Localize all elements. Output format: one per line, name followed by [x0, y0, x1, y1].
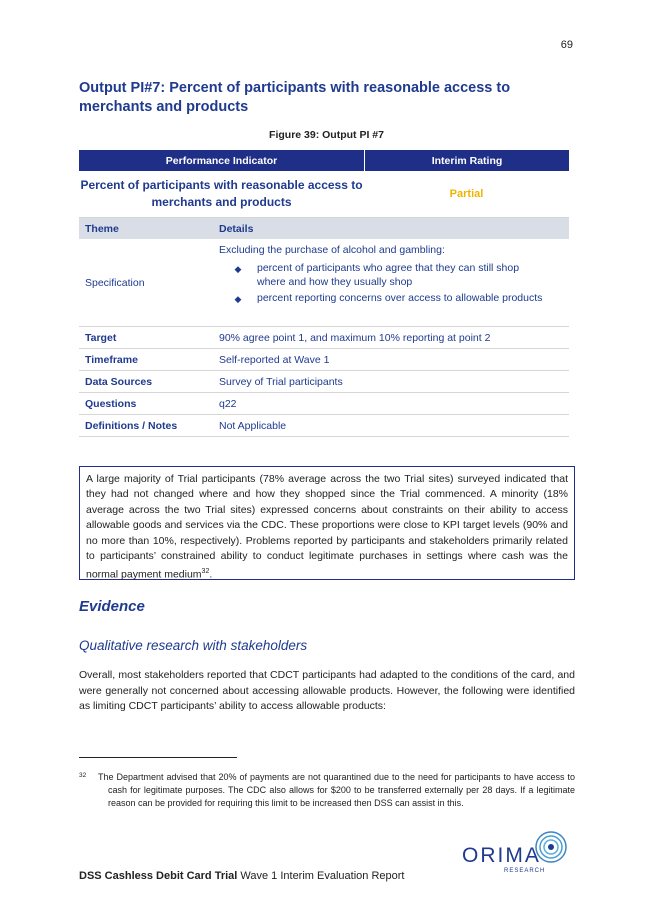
body-paragraph: Overall, most stakeholders reported that CDCT participants had adapted to the conditions of the card, and were generally not concerned about accessing allowable products. However, the following were identified as limiting CDCT participants’ ability to access allowable products:	[79, 669, 575, 712]
row-label: Timeframe	[85, 353, 138, 366]
performance-indicator-table	[79, 150, 569, 437]
page-footer	[79, 870, 404, 882]
summary-end: .	[209, 568, 213, 581]
footnote-number: 32	[79, 772, 87, 779]
footnote	[79, 771, 575, 811]
bullet-text: percent of participants who agree that they can still shop where and how they usually shop	[257, 262, 520, 288]
specification-row	[79, 239, 569, 327]
bullet-text: percent reporting concerns over access to allowable products	[257, 292, 543, 304]
timeframe-row	[79, 349, 569, 371]
footer-title-rest: Wave 1 Interim Evaluation Report	[237, 870, 405, 882]
row-label: Data Sources	[85, 375, 153, 388]
questions-row	[79, 393, 569, 415]
logo-circles-icon	[534, 830, 568, 864]
footer-title-bold: DSS Cashless Debit Card Trial	[79, 870, 238, 882]
data-sources-row	[79, 371, 569, 393]
figure-caption: Figure 39: Output PI #7	[269, 129, 384, 141]
specification-intro: Excluding the purchase of alcohol and gambling:	[219, 244, 445, 256]
details-header: Details	[219, 222, 254, 235]
pi-indicator-text: Percent of participants with reasonable access to merchants and products	[80, 178, 363, 209]
summary-text: A large majority of Trial participants (78% average across the two Trial sites) surveyed indicated that they had not changed where and how they shopped since the Trial commenced. A minority (18% average across the two Trial sites) expressed concerns about constraints on their ability to access allowable goods and services via the CDC. These proportions were close to KPI target levels (90% and no more than 10%, respectively). Problems reported by participants and stakeholders primarily related to participants’ constrained ability to conduct legitimate purchases in settings where cash was the normal payment medium	[86, 473, 568, 581]
footnote-divider	[79, 757, 237, 758]
logo-wordmark: ORIMA	[462, 844, 541, 867]
evidence-heading: Evidence	[79, 598, 145, 615]
list-item	[219, 291, 569, 306]
page-number: 69	[560, 39, 573, 51]
row-value: Not Applicable	[219, 419, 287, 432]
definitions-row	[79, 415, 569, 437]
footnote-text: The Department advised that 20% of payments are not quarantined due to the need for participants to have access to cash for legitimate purposes. The CDC also allows for $200 to be transferred externally per 28 days. If a legitimate reason can be provided for requiring this limit to be increased then DSS can assist in this.	[98, 772, 575, 809]
row-label: Target	[85, 331, 117, 344]
diamond-bullet-icon: ◆	[234, 264, 242, 274]
footnote-ref[interactable]: 32	[201, 568, 210, 576]
pi-header-indicator: Performance Indicator	[79, 150, 365, 171]
row-value: 90% agree point 1, and maximum 10% reporting at point 2	[219, 331, 491, 344]
theme-header: Theme	[85, 222, 119, 235]
pi-row	[79, 171, 569, 218]
interim-rating-value: Partial	[449, 188, 484, 200]
row-value: Survey of Trial participants	[219, 375, 343, 388]
row-label: Questions	[85, 397, 137, 410]
orima-logo	[462, 830, 572, 880]
section-heading: Output PI#7: Percent of participants with reasonable access to merchants and products	[79, 80, 511, 115]
specification-details	[219, 239, 569, 326]
pi-table-header	[79, 150, 569, 171]
row-value: q22	[219, 397, 237, 410]
diamond-bullet-icon: ◆	[234, 294, 242, 304]
logo-subtitle: RESEARCH	[504, 868, 546, 874]
target-row	[79, 327, 569, 349]
summary-box	[79, 466, 575, 580]
pi-header-rating: Interim Rating	[431, 154, 503, 167]
qualitative-subheading: Qualitative research with stakeholders	[79, 638, 308, 653]
details-table-header	[79, 218, 569, 239]
row-value: Self-reported at Wave 1	[219, 353, 330, 366]
specification-label: Specification	[85, 276, 145, 289]
row-label: Definitions / Notes	[85, 419, 178, 432]
list-item	[219, 261, 569, 289]
